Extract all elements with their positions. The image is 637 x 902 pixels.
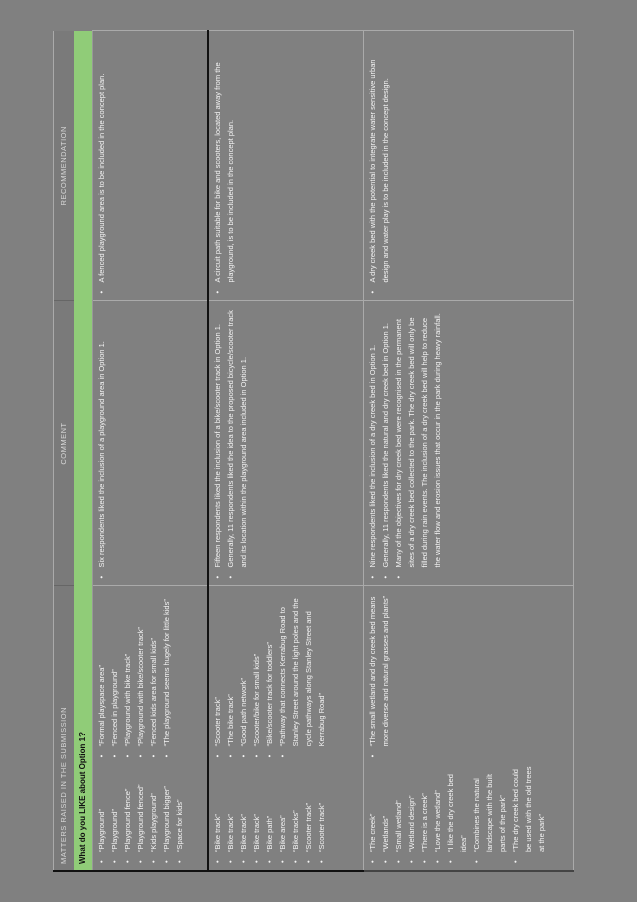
recommendation-item: • A dry creek bed with the potential to integrate water sensitive urban design and water play is to be included in the concept design. — [366, 36, 392, 283]
list-item: • “Scooter track” — [302, 760, 315, 852]
matters-cell — [208, 586, 364, 871]
list-item: • “Kids playground” — [147, 760, 160, 852]
comment-cell — [364, 301, 574, 586]
matters-list-left — [211, 760, 328, 866]
list-item: • “Playground with bike/scooter track” — [134, 591, 147, 747]
list-item: • “Bike track” — [224, 760, 237, 852]
list-item: • “The dry creek bed could be used with the old trees at the park” — [509, 760, 548, 852]
comment-cell — [208, 301, 364, 586]
list-item: • “Bike area” — [276, 760, 289, 852]
list-item: • “Playground with bike track” — [121, 591, 134, 747]
matters-header: MATTERS RAISED IN THE SUBMISSION — [54, 586, 75, 871]
list-item: • “The creek” — [366, 760, 379, 852]
comment-item: • Six respondents liked the inclusion of a playground area in Option 1. — [95, 306, 108, 568]
list-item: • “Wetlands” — [379, 760, 392, 852]
matters-list-left — [366, 760, 548, 866]
list-item: • “The small wetland and dry creek bed means more diverse and natural grasses and plants” — [366, 591, 392, 747]
list-item: • “Space for kids” — [173, 760, 186, 852]
list-item: • “Bike track” — [211, 760, 224, 852]
list-item: • “Pathway that connects Kerrabug Road to Stanley Street around the light poles and the cycle pathways along Stanley Street and Kerrabug Road” — [276, 591, 328, 747]
matters-cell — [93, 586, 209, 871]
list-item: • “Love the wetland” — [431, 760, 444, 852]
list-item: • “Formal playspace area” — [95, 591, 108, 747]
list-item: • “Wetland design” — [405, 760, 418, 852]
list-item: • “The playground seems hugely for little kids” — [160, 591, 173, 747]
list-item: • “Playground fenced” — [134, 760, 147, 852]
matters-cell — [364, 586, 574, 871]
comment-item: • Generally, 11 respondents liked the natural and dry creek bed in Option 1. — [379, 306, 392, 568]
question-row — [74, 31, 93, 871]
list-item: • “I like the dry creek bed idea” — [444, 760, 470, 852]
matters-list-right — [211, 591, 328, 761]
matters-list-left — [95, 760, 186, 866]
recommendation-cell — [208, 31, 364, 301]
list-item: • “Combines the natural landscape with the built parts of the park” — [470, 760, 509, 852]
list-item: • “Small wetland” — [392, 760, 405, 852]
list-item: • “Fenced in playground” — [108, 591, 121, 747]
table-row — [93, 31, 209, 871]
comment-cell — [93, 301, 209, 586]
list-item: • “Fenced kids area for small kids” — [147, 591, 160, 747]
list-item: • “Playground” — [95, 760, 108, 852]
table-row — [208, 31, 364, 871]
list-item: • “Playground bigger” — [160, 760, 173, 852]
comment-item: • Generally, 11 respondents liked the idea to the proposed bicycle/scooter track and its location within the playground area included in Option 1. — [224, 306, 250, 568]
table-row — [364, 31, 574, 871]
matters-list-right — [366, 591, 548, 761]
question-label: What do you LIKE about Option 1? — [74, 31, 93, 871]
comment-item: • Many of the objectives for dry creek bed were recognised in the permanent sites of a dry creek bed collected to the park. The dry creek bed will only be filled during rain events. The inclusion of a dry creek bed will help to reduce the water flow and erosion issues that occur in the park during heavy rainfall. — [392, 306, 444, 568]
list-item: • “Scooter/bike for small kids” — [250, 591, 263, 747]
list-item: • “There is a creek” — [418, 760, 431, 852]
list-item: • “Scooter track” — [315, 760, 328, 852]
list-item: • “Bike track” — [237, 760, 250, 852]
rotated-page — [53, 32, 573, 872]
list-item: • “Bike/scooter track for toddlers” — [263, 591, 276, 747]
list-item: • “Playground fence” — [121, 760, 134, 852]
recommendation-header: RECOMMENDATION — [54, 31, 75, 301]
submission-matters-table — [53, 31, 574, 873]
recommendation-item: • A circuit path suitable for bike and scooters, located away from the playground, is to be included in the concept plan. — [211, 36, 237, 283]
list-item: • “Bike path” — [263, 760, 276, 852]
comment-item: • Fifteen respondents liked the inclusion of a bike/scooter track in Option 1. — [211, 306, 224, 568]
table-header-row — [54, 31, 75, 871]
matters-list-right — [95, 591, 186, 761]
comment-header: COMMENT — [54, 301, 75, 586]
list-item: • “Playground” — [108, 760, 121, 852]
comment-item: • Nine respondents liked the inclusion of a dry creek bed in Option 1. — [366, 306, 379, 568]
recommendation-cell — [364, 31, 574, 301]
list-item: • “The bike track” — [224, 591, 237, 747]
list-item: • “Scooter track” — [211, 591, 224, 747]
list-item: • “Good path network” — [237, 591, 250, 747]
list-item: • “Bike tracks” — [289, 760, 302, 852]
recommendation-item: • A fenced playground area is to be included in the concept plan. — [95, 36, 108, 283]
recommendation-cell — [93, 31, 209, 301]
list-item: • “Bike track” — [250, 760, 263, 852]
